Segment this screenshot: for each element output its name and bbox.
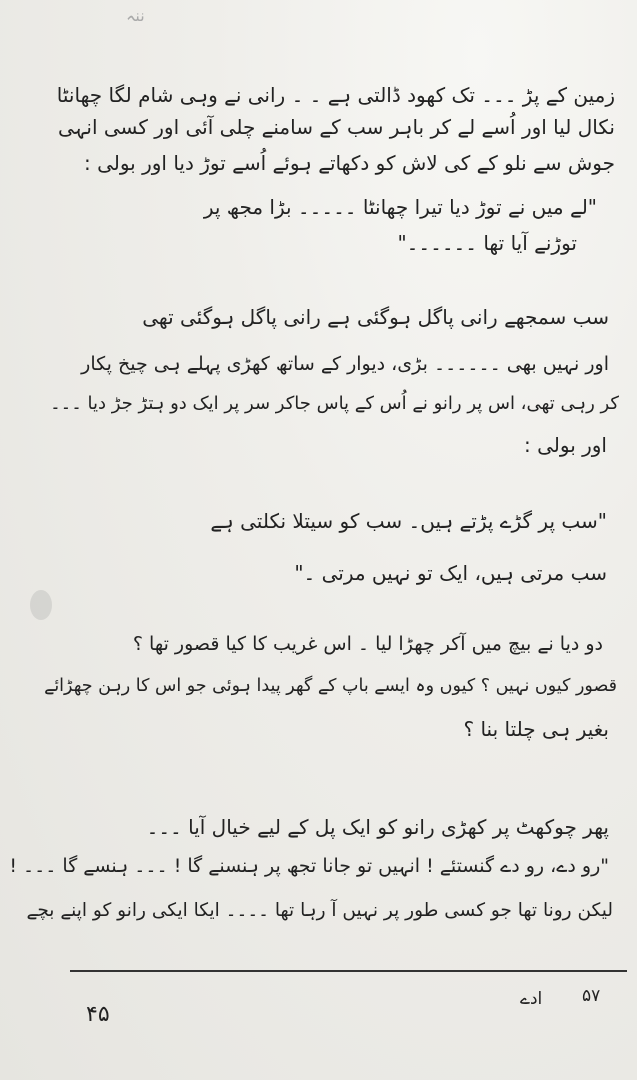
text-line-4: "لے میں نے توڑ دیا تیرا چھانٹا ۔۔۔۔۔ بڑا مجھ پر [203, 195, 597, 219]
text-line-3: جوش سے نلو کے کی لاش کو دکھاتے ہوئے اُسے توڑ دیا اور بولی : [83, 151, 615, 175]
text-line-16: "رو دے، رو دے گنستئے ! انہیں تو جانا تجھ پر ہنسنے گا ! ۔۔۔ ہنسے گا ۔۔۔ ! [9, 855, 609, 877]
text-line-12: دو دیا نے بیچ میں آکر چھڑا لیا ۔ اس غریب کا کیا قصور تھا ؟ [132, 633, 603, 655]
paper-smudge [30, 590, 52, 620]
text-line-9: اور بولی : [524, 433, 607, 457]
page-number-right: ۵۷ [582, 986, 601, 1006]
text-line-1: زمین کے پڑ ۔۔۔ تک کھود ڈالتی ہے ۔ ۔ رانی نے وہی شام لگا چھانٹا [56, 83, 615, 107]
text-line-11: سب مرتی ہیں، ایک تو نہیں مرتی ۔" [294, 561, 607, 585]
page-number-left: ۴۵ [86, 1002, 110, 1027]
text-line-8: کر رہی تھی، اس پر رانو نے اُس کے پاس جاکر سر پر ایک دو ہتڑ جڑ دیا ۔۔۔ [50, 393, 619, 414]
text-line-15: پھر چوکھٹ پر کھڑی رانو کو ایک پل کے لیے خیال آیا ۔۔۔ [146, 815, 609, 839]
text-line-7: اور نہیں بھی ۔۔۔۔۔۔ بڑی، دیوار کے ساتھ کھڑی پہلے ہی چیخ پکار [81, 353, 609, 375]
running-title: ادے [520, 989, 543, 1009]
text-line-2: نکال لیا اور اُسے لے کر باہر سب کے سامنے چلی آئی اور کسی انہی [58, 115, 615, 139]
top-mark: ننہ [126, 6, 145, 25]
text-line-5: توڑنے آیا تھا ۔۔۔۔۔۔" [397, 231, 577, 255]
text-line-13: قصور کیوں نہیں ؟ کیوں وہ ایسے باپ کے گھر پیدا ہوئی جو اس کا رہن چھڑائے [44, 676, 617, 696]
footer-rule [70, 970, 627, 972]
text-line-10: "سب پر گڑے پڑتے ہیں۔ سب کو سیتلا نکلتی ہے [210, 509, 607, 533]
text-line-17: لیکن رونا تھا جو کسی طور پر نہیں آ رہا تھا ۔۔۔۔ ایکا ایکی رانو کو اپنے بچے [26, 900, 613, 921]
text-line-14: بغیر ہی چلتا بنا ؟ [463, 717, 609, 741]
text-line-6: سب سمجھے رانی پاگل ہوگئی ہے رانی پاگل ہوگئی تھی [142, 305, 609, 329]
